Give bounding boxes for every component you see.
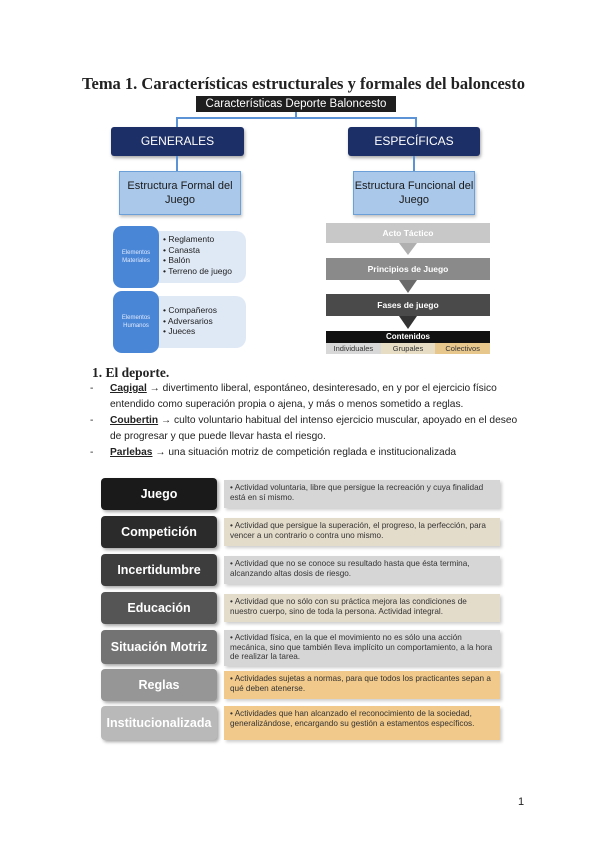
table-row-desc: • Actividad que no sólo con su práctica mejora las condiciones de nuestro cuerpo, sino de toda la persona. Actividad integral. xyxy=(224,594,500,622)
definition-cagigal xyxy=(90,381,530,413)
connector-line xyxy=(176,156,178,171)
table-row-label: Incertidumbre xyxy=(101,554,217,586)
bullet-dash: - xyxy=(90,383,94,394)
down-arrow-icon xyxy=(399,243,417,255)
estructura-funcional-box xyxy=(353,171,475,215)
list-item: • Compañeros xyxy=(163,305,246,316)
definition-text: divertimento liberal, espontáneo, desinteresado, en y por el ejercicio físico entendido como superación propia o ajena, y más o menos sometido a reglas. xyxy=(110,383,497,410)
author-name: Cagigal xyxy=(110,383,147,394)
page-number: 1 xyxy=(518,796,525,808)
contenido-colectivos: Colectivos xyxy=(435,343,490,354)
table-row-desc: • Actividad física, en la que el movimiento no es sólo una acción mecánica, sino que también lleva implícito un comportamiento, a la hora de realizar la tarea. xyxy=(224,630,500,666)
especificas-box: ESPECÍFICAS xyxy=(348,127,480,156)
connector-line xyxy=(176,117,417,119)
arrow-icon: → xyxy=(149,383,160,394)
list-item: • Canasta xyxy=(163,245,246,256)
table-row-desc: • Actividad que persigue la superación, el progreso, la perfección, para vencer a un contrario o contra uno mismo. xyxy=(224,518,500,546)
list-item: • Terreno de juego xyxy=(163,266,246,277)
table-row-desc: • Actividad que no se conoce su resultado hasta que ésta termina, alcanzando altas dosis de riesgo. xyxy=(224,556,500,584)
estructura-formal-box xyxy=(119,171,241,215)
acto-tactico-box: Acto Táctico xyxy=(326,223,490,243)
definition-parlebas xyxy=(90,445,530,461)
elementos-materiales-badge: Elementos Materiales xyxy=(113,226,159,288)
list-item: • Jueces xyxy=(163,326,246,337)
generales-box: GENERALES xyxy=(111,127,244,156)
elementos-humanos-badge: Elementos Humanos xyxy=(113,291,159,353)
estructura-formal-label: Estructura Formal del Juego xyxy=(127,180,233,206)
table-row-label: Reglas xyxy=(101,669,217,701)
contenidos-items xyxy=(326,343,490,354)
arrow-icon: → xyxy=(155,447,166,458)
arrow-icon: → xyxy=(160,415,172,426)
contenido-individuales: Individuales xyxy=(326,343,381,354)
table-row-desc: • Actividad voluntaria, libre que persigue la recreación y cuya finalidad está en sí mismo. xyxy=(224,480,500,508)
contenidos-box: Contenidos xyxy=(326,331,490,343)
principios-box: Principios de Juego xyxy=(326,258,490,280)
definition-text: una situación motriz de competición reglada e institucionalizada xyxy=(168,447,457,458)
definition-text: culto voluntario habitual del intenso ejercicio muscular, apoyado en el deseo de progresar y que puede llevar hasta el riesgo. xyxy=(110,415,518,442)
section-heading: 1. El deporte. xyxy=(92,365,170,380)
table-row-desc: • Actividades sujetas a normas, para que todos los practicantes sepan a qué deben atenerse. xyxy=(224,671,500,699)
table-row-label: Competición xyxy=(101,516,217,548)
contenido-grupales: Grupales xyxy=(381,343,436,354)
list-item: • Reglamento xyxy=(163,234,246,245)
author-name: Parlebas xyxy=(110,447,153,458)
down-arrow-icon xyxy=(399,280,417,293)
bullet-dash: - xyxy=(90,447,94,458)
list-item: • Balón xyxy=(163,255,246,266)
bullet-dash: - xyxy=(90,415,94,426)
author-name: Coubertin xyxy=(110,415,159,426)
connector-line xyxy=(176,117,178,127)
connector-line xyxy=(415,117,417,127)
page-title: Tema 1. Características estructurales y formales del baloncesto xyxy=(82,74,525,93)
definition-coubertin xyxy=(90,413,530,445)
list-item: • Adversarios xyxy=(163,316,246,327)
table-row-desc: • Actividades que han alcanzado el reconocimiento de la sociedad, generalizándose, encargando su gestión a estamentos específicos. xyxy=(224,706,500,740)
estructura-funcional-label: Estructura Funcional del Juego xyxy=(354,180,474,206)
table-row-label: Institucionalizada xyxy=(101,706,217,740)
connector-line xyxy=(413,156,415,171)
table-row-label: Educación xyxy=(101,592,217,624)
down-arrow-icon xyxy=(399,316,417,329)
table-row-label: Situación Motriz xyxy=(101,630,217,664)
fases-box: Fases de juego xyxy=(326,294,490,316)
table-row-label: Juego xyxy=(101,478,217,510)
diagram-root-box: Características Deporte Baloncesto xyxy=(196,96,396,112)
